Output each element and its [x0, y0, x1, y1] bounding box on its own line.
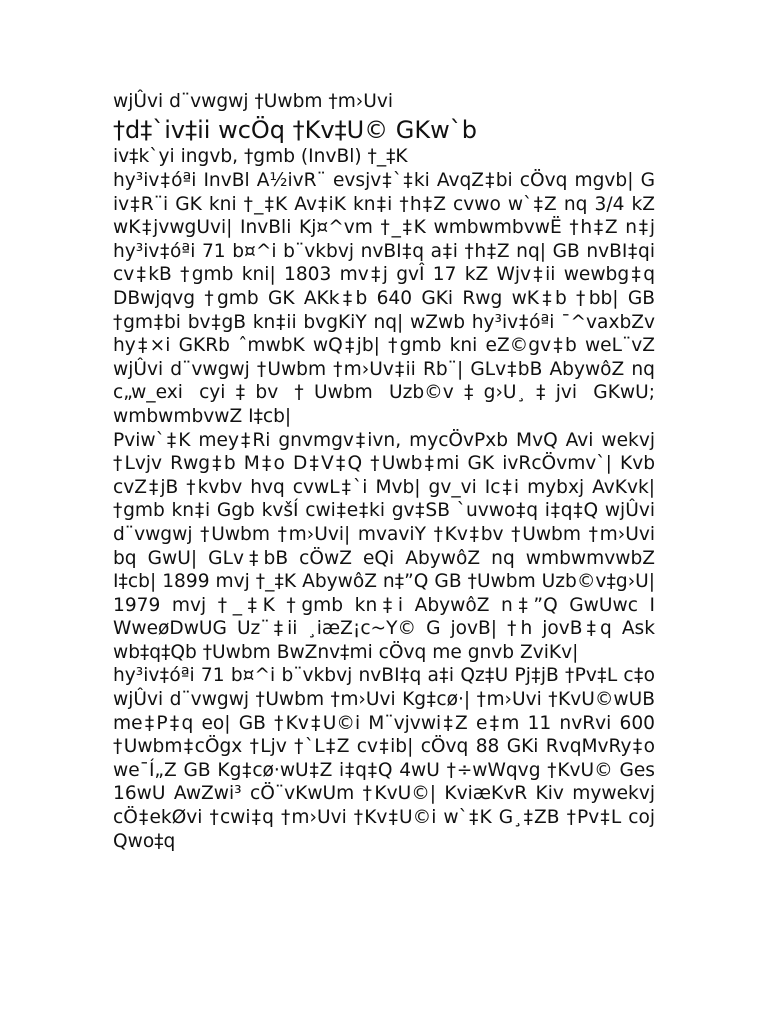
article-kicker: wjÛvi d¨vwgwj †Uwbm †m›Uvi — [113, 91, 394, 112]
article-byline: iv‡k`yi ingvb, †gmb (InvBl) †_‡K — [113, 146, 408, 167]
article-title: †d‡`iv‡ii wcÖq †Kv‡U© GKw`b — [113, 116, 477, 144]
article — [113, 90, 655, 853]
article-paragraph-1: hy³iv‡óªi InvBl A½ivR¨ evsjv‡`‡ki AvqZ‡bi cÖvq mgvb| G iv‡R¨i GK kni †_‡K Av‡iK kn‡i †h‡Z cvwo w`‡Z nq 3/4 kZ wK‡jvwgUvi| InvBli Kj¤^vm †_‡K wmbwmbvwË †h‡Z n‡j hy³iv‡óªi 71 b¤^i b¨vkbvj nvBI‡q a‡i †h‡Z nq| GB nvBI‡qi cv‡kB †gmb kni| 1803 mv‡j gvÎ 17 kZ Wjv‡ii wewbg‡q DBwjqvg †gmb GK AKk‡b 640 GKi Rwg wK‡b †bb| GB †gm‡bi bv‡gB kn‡ii bvgKiY nq| wZwb hy³iv‡óªi ¯^vaxbZv hy‡×i GKRb ˆmwbK wQ‡jb| †gmb kni eZ©gv‡b weL¨vZ wjÛvi d¨vwgwj †Uwbm †m›Uv‡ii Rb¨| GLv‡bB AbywôZ nq c„w_exi cyi‡bv †Uwbm Uzb©v‡g›U¸‡jvi GKwU; wmbwmbvwZ I‡cb| — [113, 170, 655, 427]
article-paragraph-3: hy³iv‡óªi 71 b¤^i b¨vkbvj nvBI‡q a‡i Qz‡U Pj‡jB †Pv‡L c‡o wjÛvi d¨vwgwj †Uwbm †m›Uvi Kg‡cø·| †m›Uvi †KvU©wUB me‡P‡q eo| GB †Kv‡U©i M¨vjvwi‡Z e‡m 11 nvRvi 600 †Uwbm‡cÖgx †Ljv †`L‡Z cv‡ib| cÖvq 88 GKi RvqMvRy‡o we¯Í„Z GB Kg‡cø·wU‡Z i‡q‡Q 4wU †÷wWqvg †KvU© Ges 16wU AwZwi³ cÖ¨vKwUm †KvU©| KviæKvR Kiv mywekvj cÖ‡ekØvi †cwi‡q †m›Uvi †Kv‡U©i w`‡K G¸‡ZB †Pv‡L coj Qwo‡q — [113, 665, 655, 852]
article-paragraph-2: Pviw`‡K mey‡Ri gnvmgv‡ivn, mycÖvPxb MvQ Avi wekvj †Lvjv Rwg‡b M‡o D‡V‡Q †Uwb‡mi GK ivRcÖvmv`| Kvb cvZ‡jB †kvbv hvq cvwL‡`i Mvb| gv_vi Ic‡i mybxj AvKvk| †gmb kn‡i Ggb kvšÍ cwi‡e‡ki gv‡SB `uvwo‡q i‡q‡Q wjÛvi d¨vwgwj †Uwbm †m›Uvi| mvaviY †Kv‡bv †Uwbm †m›Uvi bq GwU| GLv‡bB cÖwZ eQi AbywôZ nq wmbwmvwbZ I‡cb| 1899 mvj †_‡K AbywôZ n‡”Q GB †Uwbm Uzb©v‡g›U| 1979 mvj †_‡K †gmb kn‡i AbywôZ n‡”Q GwUwc I WweøDwUG Uz¨‡ii ¸iæZ¡c~Y© G jovB| †h jovB‡q Ask wb‡q‡Qb †Uwbm BwZnv‡mi cÖvq me gnvb ZviKv| — [113, 429, 655, 663]
